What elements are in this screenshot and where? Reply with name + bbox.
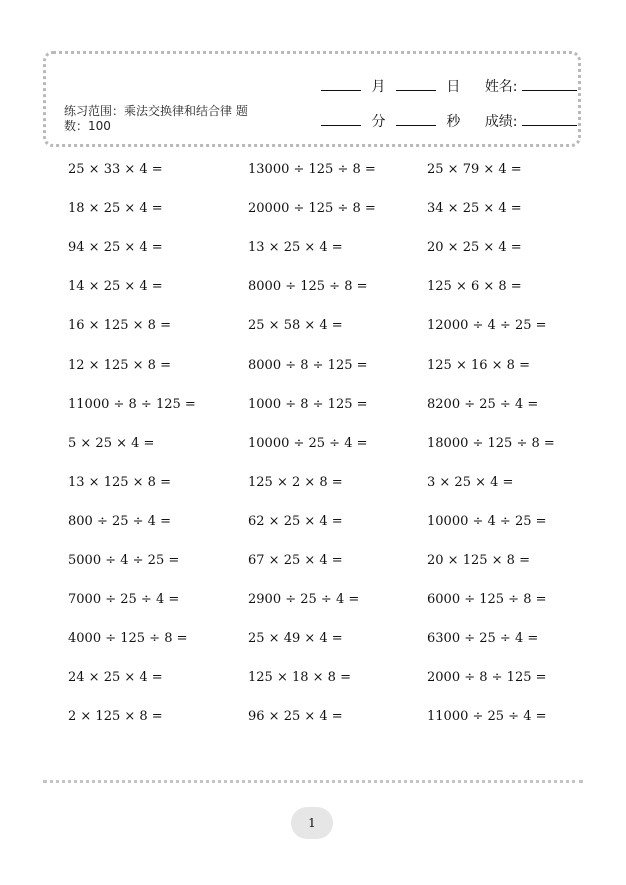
problem-item: 6300 ÷ 25 ÷ 4 = xyxy=(427,631,539,647)
problem-count: 题数：100 xyxy=(64,104,248,133)
problem-item: 2900 ÷ 25 ÷ 4 = xyxy=(248,592,360,608)
score-label: 成绩: xyxy=(484,114,518,130)
problem-item: 125 × 18 × 8 = xyxy=(248,670,351,686)
time-score-row xyxy=(321,111,577,131)
header-box xyxy=(43,51,581,147)
second-label: 秒 xyxy=(446,114,461,130)
bottom-divider xyxy=(43,780,583,783)
problem-item: 125 × 6 × 8 = xyxy=(427,279,522,295)
problem-item: 12 × 125 × 8 = xyxy=(68,357,171,373)
month-label: 月 xyxy=(371,79,386,95)
date-name-row xyxy=(321,76,577,96)
problem-item: 96 × 25 × 4 = xyxy=(248,709,343,725)
problem-item: 67 × 25 × 4 = xyxy=(248,553,343,568)
problem-item: 25 × 33 × 4 = xyxy=(68,162,163,177)
problem-item: 20000 ÷ 125 ÷ 8 = xyxy=(248,201,376,217)
problem-item: 13 × 25 × 4 = xyxy=(248,240,343,256)
problem-item: 13000 ÷ 125 ÷ 8 = xyxy=(248,162,376,177)
practice-range: 练习范围：乘法交换律和结合律 xyxy=(64,104,233,118)
problem-item: 25 × 49 × 4 = xyxy=(248,631,343,647)
problem-item: 3 × 25 × 4 = xyxy=(427,474,514,490)
problem-item: 16 × 125 × 8 = xyxy=(68,318,171,334)
problem-item: 4000 ÷ 125 ÷ 8 = xyxy=(68,631,188,647)
page-number: 1 xyxy=(291,807,333,839)
problem-item: 8000 ÷ 8 ÷ 125 = xyxy=(248,357,368,373)
problem-item: 125 × 16 × 8 = xyxy=(427,357,530,373)
problem-item: 13 × 125 × 8 = xyxy=(68,474,171,490)
problem-item: 5 × 25 × 4 = xyxy=(68,435,155,451)
day-blank[interactable] xyxy=(396,89,436,91)
problem-item: 5000 ÷ 4 ÷ 25 = xyxy=(68,553,180,568)
problem-item: 8200 ÷ 25 ÷ 4 = xyxy=(427,396,539,412)
problem-item: 25 × 79 × 4 = xyxy=(427,162,522,177)
problem-item: 20 × 25 × 4 = xyxy=(427,240,522,256)
problem-item: 94 × 25 × 4 = xyxy=(68,240,163,256)
problem-item: 2 × 125 × 8 = xyxy=(68,709,163,725)
problem-item: 6000 ÷ 125 ÷ 8 = xyxy=(427,592,547,608)
problem-item: 800 ÷ 25 ÷ 4 = xyxy=(68,513,171,529)
problem-item: 8000 ÷ 125 ÷ 8 = xyxy=(248,279,368,295)
minute-label: 分 xyxy=(371,114,386,130)
second-blank[interactable] xyxy=(396,124,436,126)
problem-item: 12000 ÷ 4 ÷ 25 = xyxy=(427,318,547,334)
problem-item: 25 × 58 × 4 = xyxy=(248,318,343,334)
problem-item: 1000 ÷ 8 ÷ 125 = xyxy=(248,396,368,412)
month-blank[interactable] xyxy=(321,89,361,91)
problem-item: 14 × 25 × 4 = xyxy=(68,279,163,295)
name-label: 姓名: xyxy=(484,79,518,95)
problem-item: 10000 ÷ 25 ÷ 4 = xyxy=(248,435,368,451)
problem-item: 18000 ÷ 125 ÷ 8 = xyxy=(427,435,555,451)
problem-item: 10000 ÷ 4 ÷ 25 = xyxy=(427,513,547,529)
problem-item: 24 × 25 × 4 = xyxy=(68,670,163,686)
score-blank[interactable] xyxy=(522,124,577,126)
problem-item: 7000 ÷ 25 ÷ 4 = xyxy=(68,592,180,608)
problem-item: 20 × 125 × 8 = xyxy=(427,553,530,568)
name-blank[interactable] xyxy=(522,89,577,91)
problem-item: 2000 ÷ 8 ÷ 125 = xyxy=(427,670,547,686)
problem-item: 18 × 25 × 4 = xyxy=(68,201,163,217)
problem-item: 11000 ÷ 25 ÷ 4 = xyxy=(427,709,547,725)
practice-info xyxy=(64,104,264,134)
day-label: 日 xyxy=(446,79,461,95)
problem-item: 11000 ÷ 8 ÷ 125 = xyxy=(68,396,196,412)
problem-item: 62 × 25 × 4 = xyxy=(248,513,343,529)
problem-item: 34 × 25 × 4 = xyxy=(427,201,522,217)
problem-item: 125 × 2 × 8 = xyxy=(248,474,343,490)
minute-blank[interactable] xyxy=(321,124,361,126)
